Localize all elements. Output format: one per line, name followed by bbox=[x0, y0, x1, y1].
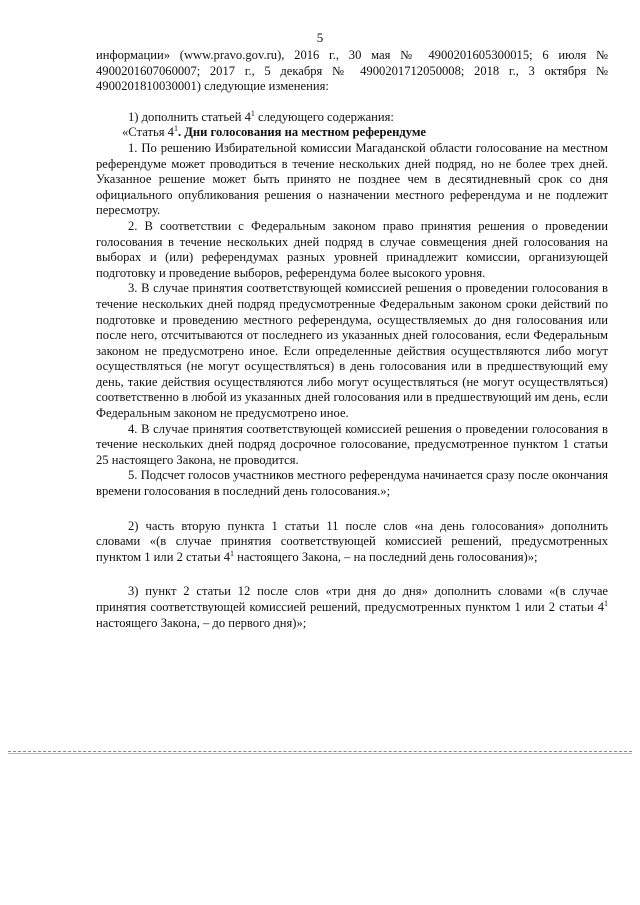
document-body bbox=[96, 48, 608, 631]
article-title: «Статья $4^1$. Дни голосования на местном референдуме bbox=[122, 124, 427, 140]
article-paragraph: 3. В случае принятия соответствующей комиссией решения о проведении голосования в течение нескольких дней подряд предусмотренные Федеральным законом сроки действий по подготовке и проведению местного референдума, осуществляемых до дня голосования или после него, отсчитываются от последнего из указанных дней голосования, если Федеральным законом не предусмотрено иное. Если определенные действия осуществляются либо могут осуществляться (не могут осуществляться) в день голосования или в предшествующий ему день, такие действия осуществляются либо могут осуществляться (не могут осуществляться) соответственно в любой из указанных дней голосования или в предшествующий им день, если Федеральным законом не предусмотрено иное. bbox=[96, 281, 608, 421]
intro-paragraph: информации» (www.pravo.gov.ru), 2016 г., 30 мая № 4900201605300015; 6 июля № 4900201607060007; 2017 г., 5 декабря № 4900201712050008; 2018 г., 3 октября № 4900201810030001) следующие изменения: bbox=[96, 48, 608, 94]
article-paragraph: 4. В случае принятия соответствующей комиссией решения о проведении голосования в течение нескольких дней подряд досрочное голосование, предусмотренное пунктом 1 статьи 25 настоящего Закона, не проводится. bbox=[96, 421, 608, 467]
page-number: 5 bbox=[316, 30, 324, 45]
article-paragraph: 5. Подсчет голосов участников местного референдума начинается сразу после окончания времени голосования в последний день голосования.»; bbox=[96, 468, 608, 499]
item-1-lead: 1) дополнить статьей $4^1$ следующего содержания: bbox=[128, 108, 394, 124]
item-2-paragraph: 2) часть вторую пункта 1 статьи 11 после слов «на день голосования» дополнить словами «(в случае принятия соответствующей комиссией решений, предусмотренных пунктом 1 или 2 статьи $4^1$ настоящего Закона, – на последний день голосования)»; bbox=[96, 518, 608, 564]
article-paragraph: 2. В соответствии с Федеральным законом право принятия решения о проведении голосования в течение нескольких дней подряд в случае совмещения дней голосования на выборах и (или) референдумах разных уровней принадлежит комиссии, организующей подготовку и проведение выборов, референдума более высокого уровня. bbox=[96, 218, 608, 280]
footer-divider-line bbox=[8, 753, 632, 754]
item-3-paragraph: 3) пункт 2 статьи 12 после слов «три дня до дня» дополнить словами «(в случае принятия соответствующей комиссией решений, предусмотренных пунктом 1 или 2 статьи $4^1$ настоящего Закона, – до первого дня)»; bbox=[96, 584, 608, 630]
article-paragraph: 1. По решению Избирательной комиссии Магаданской области голосование на местном референдуме может проводиться в течение нескольких дней подряд, но не более трех дней. Указанное решение может быть принято не позднее чем в десятидневный срок со дня официального опубликования решения о назначении местного референдума и не подлежит пересмотру. bbox=[96, 140, 608, 218]
footer-divider bbox=[8, 751, 632, 752]
